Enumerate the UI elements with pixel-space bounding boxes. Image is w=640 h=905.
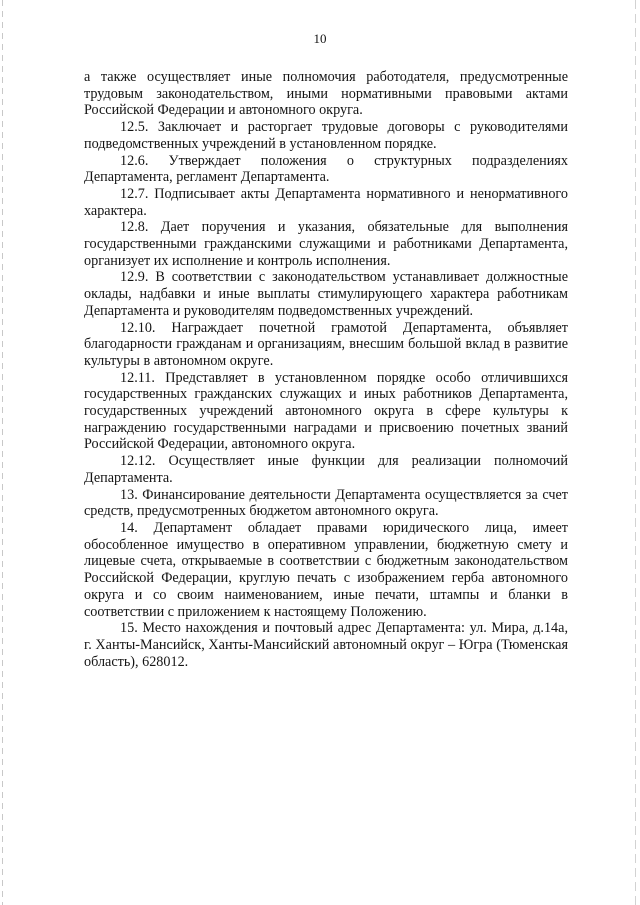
paragraph-12-8: 12.8. Дает поручения и указания, обязательные для выполнения государственными гражданскими служащими и работниками Департамента, организует их исполнение и контроль исполнения. <box>84 219 568 269</box>
paragraph-continuation: а также осуществляет иные полномочия работодателя, предусмотренные трудовым законодательством, иными нормативными правовыми актами Российской Федерации и автономного округа. <box>84 69 568 119</box>
paragraph-15: 15. Место нахождения и почтовый адрес Департамента: ул. Мира, д.14а, г. Ханты-Мансийск, Ханты-Мансийский автономный округ – Югра (Тюменская область), 628012. <box>84 620 568 670</box>
paragraph-12-9: 12.9. В соответствии с законодательством устанавливает должностные оклады, надбавки и иные выплаты стимулирующего характера работникам Департамента и руководителям подведомственных учреждений. <box>84 269 568 319</box>
page-number: 10 <box>313 31 327 46</box>
paragraph-12-12: 12.12. Осуществляет иные функции для реализации полномочий Департамента. <box>84 453 568 486</box>
paragraph-12-6: 12.6. Утверждает положения о структурных подразделениях Департамента, регламент Департамента. <box>84 152 568 186</box>
paragraph-12-5: 12.5. Заключает и расторгает трудовые договоры с руководителями подведомственных учреждений в установленном порядке. <box>84 119 568 152</box>
paragraph-13: 13. Финансирование деятельности Департамента осуществляется за счет средств, предусмотренных бюджетом автономного округа. <box>84 486 568 520</box>
paragraph-14: 14. Департамент обладает правами юридического лица, имеет обособленное имущество в оперативном управлении, бюджетную смету и лицевые счета, открываемые в соответствии с бюджетным законодательством Российской Федерации, круглую печать с изображением герба автономного округа и со своим наименованием, иные печати, штампы и бланки в соответствии с приложением к настоящему Положению. <box>84 519 568 620</box>
paragraph-12-10: 12.10. Награждает почетной грамотой Департамента, объявляет благодарности гражданам и организациям, внесшим большой вклад в развитие культуры в автономном округе. <box>84 319 568 369</box>
paragraph-12-7: 12.7. Подписывает акты Департамента нормативного и ненормативного характера. <box>84 185 568 219</box>
scan-edge-left <box>2 0 3 905</box>
scan-edge-right <box>635 0 636 905</box>
document-body <box>84 69 568 670</box>
paragraph-12-11: 12.11. Представляет в установленном порядке особо отличившихся государственных гражданских служащих и иных работников Департамента, государственных учреждений автономного округа в сфере культуры к награждению государственными наградами и присвоению почетных званий Российской Федерации, автономного округа. <box>84 369 568 453</box>
